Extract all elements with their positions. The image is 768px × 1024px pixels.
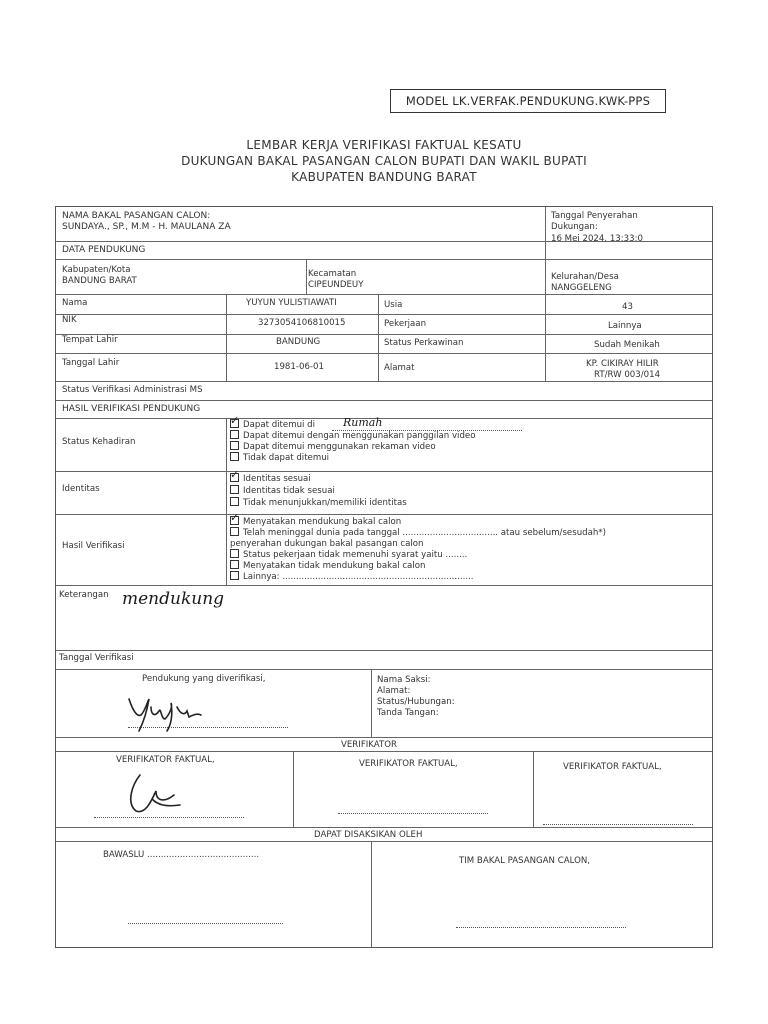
kecamatan-label: Kecamatan (308, 269, 357, 279)
tanggal-verifikasi-label: Tanggal Verifikasi (59, 653, 134, 663)
title-line-2: DUKUNGAN BAKAL PASANGAN CALON BUPATI DAN WAKIL BUPATI (181, 154, 587, 168)
rule (56, 259, 712, 260)
submit-date-value: 16 Mei 2024, 13:33:0 (551, 234, 643, 244)
rule (533, 751, 534, 827)
status-kawin-value: Sudah Menikah (594, 340, 660, 350)
checkbox-icon (230, 560, 239, 569)
kehadiran-label: Status Kehadiran (62, 437, 136, 447)
rule (56, 751, 712, 752)
kehadiran-option-1 (230, 420, 315, 430)
pendukung-label: Pendukung yang diverifikasi, (142, 674, 266, 684)
checkbox-icon (230, 527, 239, 536)
rule (56, 400, 712, 401)
rule (545, 259, 546, 294)
checkbox-icon (230, 430, 239, 439)
disaksikan-header: DAPAT DISAKSIKAN OLEH (314, 830, 423, 840)
kecamatan-value: CIPEUNDEUY (308, 280, 364, 290)
bawaslu-label: BAWASLU ......................................... (103, 850, 260, 860)
hasil-label: Hasil Verifikasi (62, 541, 125, 551)
usia-value: 43 (622, 302, 633, 312)
tanggal-lahir-label: Tanggal Lahir (62, 358, 120, 368)
saksi-alamat: Alamat: (377, 686, 411, 696)
rule (56, 737, 712, 738)
signature-line (338, 813, 488, 814)
submit-date-label-2: Dukungan: (551, 222, 598, 232)
rule (378, 294, 379, 381)
verifikator-3-label: VERIFIKATOR FAKTUAL, (563, 762, 662, 772)
kabupaten-value: BANDUNG BARAT (62, 276, 137, 286)
rule (306, 259, 307, 294)
identitas-option-1 (230, 474, 311, 484)
identitas-option-2-text: Identitas tidak sesuai (243, 486, 335, 496)
hasil-option-2 (230, 528, 606, 538)
checked-checkbox-icon (230, 419, 239, 428)
checkbox-icon (230, 452, 239, 461)
checkbox-icon (230, 571, 239, 580)
hasil-option-2-text: Telah meninggal dunia pada tanggal ................................... atau sebelum/sesudah*) (243, 528, 606, 538)
nama-label: Nama (62, 298, 88, 308)
rule (545, 294, 546, 381)
checked-checkbox-icon (230, 516, 239, 525)
supporter-signature-icon (121, 685, 241, 733)
tempat-lahir-value: BANDUNG (276, 337, 321, 347)
kelurahan-value: NANGGELENG (551, 283, 612, 293)
pekerjaan-label: Pekerjaan (384, 319, 427, 329)
signature-line (543, 824, 693, 825)
alamat-value-2: RT/RW 003/014 (594, 370, 661, 380)
verifikator-2-label: VERIFIKATOR FAKTUAL, (359, 759, 458, 769)
hasil-option-5-text: Lainnya: ...................................................................... (243, 572, 474, 582)
kabupaten-label: Kabupaten/Kota (62, 265, 131, 275)
saksi-nama: Nama Saksi: (377, 675, 431, 685)
checkbox-icon (230, 497, 239, 506)
checkbox-icon (230, 485, 239, 494)
verifikator-signature-icon (122, 769, 192, 819)
section-hasil-verifikasi: HASIL VERIFIKASI PENDUKUNG (62, 404, 201, 414)
kehadiran-option-4 (230, 453, 329, 463)
signature-line (128, 923, 283, 924)
rule (56, 841, 712, 842)
identitas-option-1-text: Identitas sesuai (243, 474, 311, 484)
kehadiran-option-3 (230, 442, 436, 452)
rule (56, 353, 712, 354)
signature-line (128, 727, 288, 728)
hasil-option-2-cont: penyerahan dukungan bakal pasangan calon (230, 539, 424, 549)
title-line-3: KABUPATEN BANDUNG BARAT (291, 170, 477, 184)
rule (56, 827, 712, 828)
title-line-1: LEMBAR KERJA VERIFIKASI FAKTUAL KESATU (246, 138, 522, 152)
model-code-box: MODEL LK.VERFAK.PENDUKUNG.KWK-PPS (390, 89, 666, 113)
kehadiran-option-1-text: Dapat ditemui di (243, 420, 315, 430)
saksi-tanda: Tanda Tangan: (377, 708, 439, 718)
rule (56, 514, 712, 515)
signature-line (456, 927, 626, 928)
hasil-option-4-text: Menyatakan tidak mendukung bakal calon (243, 561, 426, 571)
nik-value: 3273054106810015 (258, 318, 346, 328)
rule (293, 751, 294, 827)
status-kawin-label: Status Perkawinan (384, 338, 464, 348)
rule (226, 418, 227, 585)
checkbox-icon (230, 549, 239, 558)
submit-date-label: Tanggal Penyerahan (551, 211, 638, 221)
tanggal-lahir-value: 1981-06-01 (274, 362, 324, 372)
hasil-option-3-text: Status pekerjaan tidak memenuhi syarat yaitu ........ (243, 550, 468, 560)
identitas-option-3-text: Tidak menunjukkan/memiliki identitas (243, 498, 407, 508)
identitas-label: Identitas (62, 484, 100, 494)
identitas-option-2 (230, 486, 335, 496)
kehadiran-option-2-text: Dapat ditemui dengan menggunakan panggilan video (243, 431, 476, 441)
hasil-option-1 (230, 517, 401, 527)
rule (371, 669, 372, 737)
verification-form (55, 206, 713, 948)
hasil-option-4 (230, 561, 425, 571)
rule (56, 334, 712, 335)
verifikator-1-label: VERIFIKATOR FAKTUAL, (116, 755, 215, 765)
checkbox-icon (230, 441, 239, 450)
candidate-label: NAMA BAKAL PASANGAN CALON: (62, 211, 211, 221)
rule (545, 207, 546, 259)
verifikator-header: VERIFIKATOR (341, 740, 397, 750)
kehadiran-option-2 (230, 431, 475, 441)
identitas-option-3 (230, 498, 407, 508)
rule (371, 841, 372, 947)
rule (56, 381, 712, 382)
rule (56, 314, 712, 315)
hasil-option-5 (230, 572, 474, 582)
kehadiran-handwritten: Rumah (343, 416, 383, 429)
checked-checkbox-icon (230, 473, 239, 482)
rule (56, 471, 712, 472)
keterangan-label: Keterangan (59, 590, 109, 600)
keterangan-handwritten: mendukung (122, 589, 225, 609)
candidate-value: SUNDAYA., SP., M.M - H. MAULANA ZA (62, 222, 231, 232)
rule (56, 650, 712, 651)
hasil-option-3 (230, 550, 467, 560)
saksi-status: Status/Hubungan: (377, 697, 455, 707)
rule (56, 294, 712, 295)
rule (56, 585, 712, 586)
rule (226, 294, 227, 381)
rule (56, 669, 712, 670)
hasil-option-1-text: Menyatakan mendukung bakal calon (243, 517, 402, 527)
alamat-value-1: KP. CIKIRAY HILIR (586, 359, 659, 369)
nik-label: NIK (62, 315, 77, 325)
kelurahan-label: Kelurahan/Desa (551, 272, 619, 282)
rule (56, 418, 712, 419)
tim-label: TIM BAKAL PASANGAN CALON, (459, 856, 591, 866)
signature-line (94, 817, 244, 818)
status-admin: Status Verifikasi Administrasi MS (62, 385, 203, 395)
tempat-lahir-label: Tempat Lahir (62, 335, 118, 345)
alamat-label: Alamat (384, 363, 415, 373)
pekerjaan-value: Lainnya (608, 321, 642, 331)
nama-value: YUYUN YULISTIAWATI (246, 298, 337, 308)
section-data-pendukung: DATA PENDUKUNG (62, 245, 146, 255)
kehadiran-option-4-text: Tidak dapat ditemui (243, 453, 330, 463)
kehadiran-option-3-text: Dapat ditemui menggunakan rekaman video (243, 442, 436, 452)
usia-label: Usia (384, 300, 403, 310)
